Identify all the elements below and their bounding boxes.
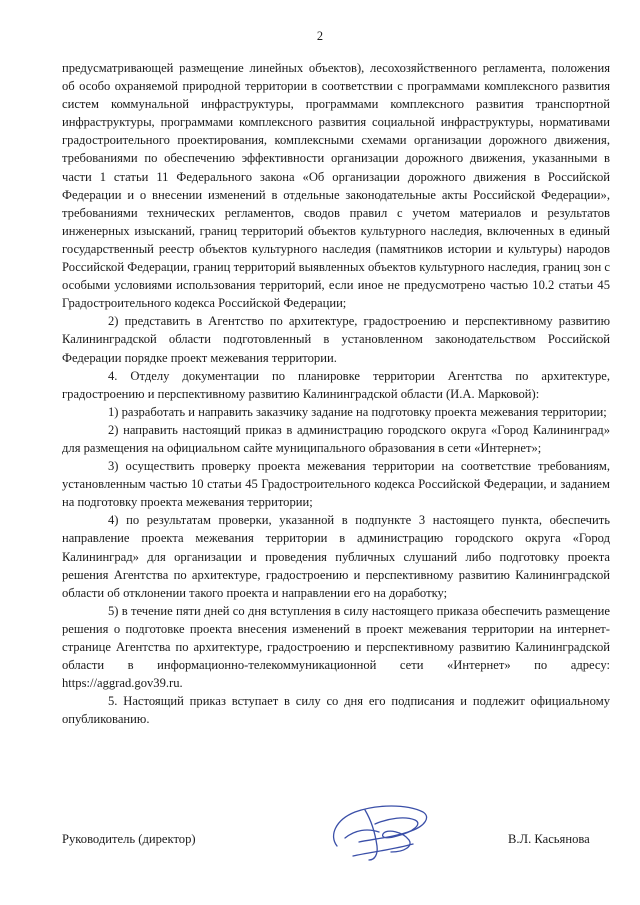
paragraph-section-5: 5. Настоящий приказ вступает в силу со дня его подписания и подлежит официальному опубликованию. — [62, 694, 610, 727]
page-number: 2 — [316, 29, 324, 43]
paragraph-item-2: 2) представить в Агентство по архитектуре, градостроению и перспективному развитию Калининградской области подготовленный в установленном законодательством Российской Федерации порядке проект межевания территории. — [62, 314, 610, 365]
paragraph-subitem-2: 2) направить настоящий приказ в администрацию городского округа «Город Калининград» для размещения на официальном сайте муниципального образования в сети «Интернет»; — [62, 422, 610, 455]
handwritten-signature — [325, 798, 435, 864]
paragraph-subitem-3: 3) осуществить проверку проекта межевания территории на соответствие требованиям, установленным частью 10 статьи 45 Градостроительного кодекса Российской Федерации, и заданием на подготовку проекта межевания территории; — [62, 459, 610, 510]
document-body — [62, 59, 610, 728]
paragraph-subitem-1: 1) разработать и направить заказчику задание на подготовку проекта межевания территории; — [108, 404, 607, 419]
paragraph-continuation: предусматривающей размещение линейных объектов), лесохозяйственного регламента, положения об особо охраняемой природной территории в соответствии с программами комплексного развития систем коммунальной инфраструктуры, программами комплексного развития транспортной инфраструктуры, программами комплексного развития социальной инфраструктуры, нормативами градостроительного проектирования, комплексными схемами организации дорожного движения, требованиями по обеспечению эффективности организации дорожного движения, указанными в части 1 статьи 11 Федерального закона «Об организации дорожного движения в Российской Федерации и о внесении изменений в отдельные законодательные акты Российской Федерации», требованиями технических регламентов, сводов правил с учетом материалов и результатов инженерных изысканий, границ территорий объектов культурного наследия, включенных в единый государственный реестр объектов культурного наследия (памятников истории и культуры) народов Российской Федерации, границ территорий выявленных объектов культурного наследия, границ зон с особыми условиями использования территорий, если иное не предусмотрено частью 10.2 статьи 45 Градостроительного кодекса Российской Федерации; — [62, 61, 610, 311]
signatory-name: В.Л. Касьянова — [508, 832, 590, 846]
paragraph-subitem-5: 5) в течение пяти дней со дня вступления в силу настоящего приказа обеспечить размещение решения о подготовке проекта внесения изменений в проект межевания территории на интернет-странице Агентства по архитектуре, градостроению и перспективному развитию Калининградской области в информационно-телекоммуникационной сети «Интернет» по адресу: https://aggrad.gov39.ru. — [62, 603, 610, 691]
paragraph-subitem-4: 4) по результатам проверки, указанной в подпункте 3 настоящего пункта, обеспечить направление проекта межевания территории в администрацию городского округа «Город Калининград» для организации и проведения публичных слушаний либо подготовку проекта решения Агентства по архитектуре, градостроению и перспективному развитию Калининградской области об отклонении такого проекта и направлении его на доработку; — [62, 513, 610, 600]
signatory-position: Руководитель (директор) — [62, 832, 196, 846]
paragraph-section-4: 4. Отделу документации по планировке территории Агентства по архитектуре, градостроению и перспективному развитию Калининградской области (И.А. Марковой): — [62, 368, 610, 401]
